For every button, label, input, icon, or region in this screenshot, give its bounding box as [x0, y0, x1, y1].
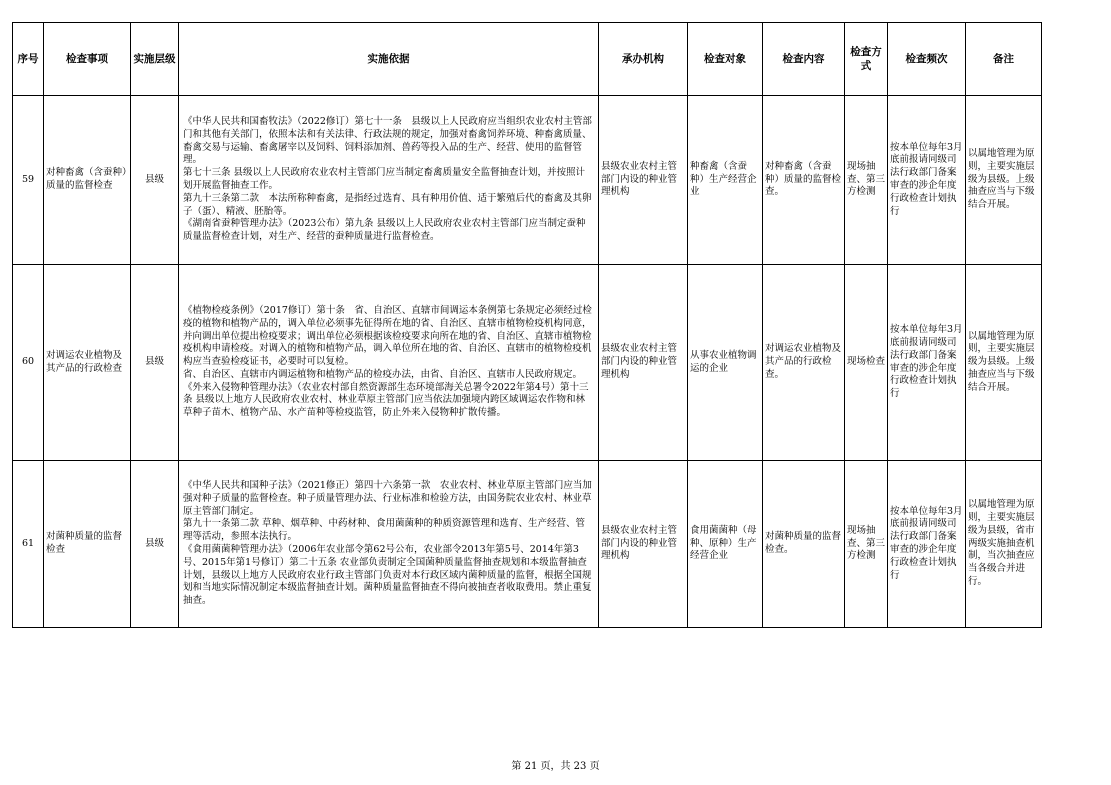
row-freq: 按本单位每年3月底前报请同级司法行政部门备案审查的涉企年度行政检查计划执行	[888, 265, 966, 461]
row-target: 食用菌菌种（母种、原种）生产经营企业	[688, 461, 763, 628]
row-remark: 以属地管理为原则，主要实施层级为县级，省市两级实施抽查机制，当次抽查应当各级合并进行。	[966, 461, 1042, 628]
row-no: 60	[13, 265, 44, 461]
basis-paragraph: 省、自治区、直辖市内调运植物和植物产品的检疫办法，由省、自治区、直辖市人民政府规定。	[183, 368, 583, 380]
header-level: 实施层级	[131, 23, 179, 96]
row-level: 县级	[131, 461, 179, 628]
row-no: 59	[13, 96, 44, 265]
row-item: 对调运农业植物及其产品的行政检查	[44, 265, 131, 461]
row-method: 现场抽查、第三方检测	[845, 96, 888, 265]
basis-paragraph: 第九十三条第二款 本法所称种畜禽，是指经过选育、具有种用价值、适于繁殖后代的畜禽及其卵子（蛋）、精液、胚胎等。	[183, 192, 592, 217]
row-basis	[179, 96, 599, 265]
table-row	[13, 96, 1042, 265]
row-no: 61	[13, 461, 44, 628]
basis-paragraph: 第九十一条第二款 草种、烟草种、中药材种、食用菌菌种的种质资源管理和选育、生产经营、管理等活动，参照本法执行。	[183, 518, 586, 543]
row-target: 种畜禽（含蚕种）生产经营企业	[688, 96, 763, 265]
row-level: 县级	[131, 265, 179, 461]
header-org: 承办机构	[599, 23, 688, 96]
header-no: 序号	[13, 23, 44, 96]
header-content: 检查内容	[763, 23, 845, 96]
row-target: 从事农业植物调运的企业	[688, 265, 763, 461]
header-item: 检查事项	[44, 23, 131, 96]
inspection-table	[12, 22, 1042, 628]
header-method: 检查方式	[845, 23, 888, 96]
header-freq: 检查频次	[888, 23, 966, 96]
row-org: 县级农业农村主管部门内设的种业管理机构	[599, 96, 688, 265]
row-content: 对菌种质量的监督检查。	[763, 461, 845, 628]
row-org: 县级农业农村主管部门内设的种业管理机构	[599, 265, 688, 461]
row-level: 县级	[131, 96, 179, 265]
basis-paragraph: 第七十三条 县级以上人民政府农业农村主管部门应当制定畜禽质量安全监督抽查计划，并按照计划开展监督抽查工作。	[183, 167, 586, 191]
basis-paragraph: 《食用菌菌种管理办法》（2006年农业部令第62号公布，农业部令2013年第5号、2014年第3号、2015年第1号修订）第二十五条 农业部负责制定全国菌种质量监督抽查规划和本级监督抽查计划，县级以上地方人民政府农业行政主管部门负责对本行政区域内菌种质量的监督，根据全国规划和当地实际情况制定本级监督抽查计划。菌种质量监督抽查不得向被抽查者收取费用。禁止重复抽查。	[183, 544, 592, 607]
row-remark: 以属地管理为原则，主要实施层级为县级。上级抽查应当与下级结合开展。	[966, 96, 1042, 265]
row-freq: 按本单位每年3月底前报请同级司法行政部门备案审查的涉企年度行政检查计划执行	[888, 461, 966, 628]
header-basis: 实施依据	[179, 23, 599, 96]
table-row	[13, 461, 1042, 628]
row-freq: 按本单位每年3月底前报请同级司法行政部门备案审查的涉企年度行政检查计划执行	[888, 96, 966, 265]
row-method: 现场抽查、第三方检测	[845, 461, 888, 628]
basis-paragraph: 《中华人民共和国畜牧法》（2022修订）第七十一条 县级以上人民政府应当组织农业农村主管部门和其他有关部门，依照本法和有关法律、行政法规的规定，加强对畜禽饲养环境、种畜禽质量、畜禽交易与运输、畜禽屠宰以及饲料、饲料添加剂、兽药等投入品的生产、经营、使用的监督管理。	[183, 116, 592, 166]
row-content: 对调运农业植物及其产品的行政检查。	[763, 265, 845, 461]
page-number: 第 21 页，共 23 页	[511, 761, 600, 772]
row-item: 对种畜禽（含蚕种）质量的监督检查	[44, 96, 131, 265]
row-content: 对种畜禽（含蚕种）质量的监督检查。	[763, 96, 845, 265]
header-row	[13, 23, 1042, 96]
basis-paragraph: 《植物检疫条例》（2017修订）第十条 省、自治区、直辖市间调运本条例第七条规定必须经过检疫的植物和植物产品的，调入单位必须事先征得所在地的省、自治区、直辖市植物检疫机构同意，并向调出单位提出检疫要求；调出单位必须根据该检疫要求向所在地的省、自治区、直辖市植物检疫机构申请检疫。对调入的植物和植物产品，调入单位所在地的省、自治区、直辖市的植物检疫机构应当查验检疫证书，必要时可以复检。	[183, 304, 592, 368]
header-target: 检查对象	[688, 23, 763, 96]
row-item: 对菌种质量的监督检查	[44, 461, 131, 628]
basis-paragraph: 《中华人民共和国种子法》（2021修正）第四十六条第一款 农业农村、林业草原主管部门应当加强对种子质量的监督检查。种子质量管理办法、行业标准和检验方法，由国务院农业农村、林业草原主管部门制定。	[183, 480, 592, 517]
row-basis	[179, 461, 599, 628]
basis-paragraph: 《湖南省蚕种管理办法》（2023公布）第九条 县级以上人民政府农业农村主管部门应当制定蚕种质量监督检查计划，对生产、经营的蚕种质量进行监督检查。	[183, 218, 586, 243]
header-remark: 备注	[966, 23, 1042, 96]
basis-paragraph: 《外来入侵物种管理办法》（农业农村部自然资源部生态环境部海关总署令2022年第4号）第十三条 县级以上地方人民政府农业农村、林业草原主管部门应当依法加强境内跨区域调运农作物和林草种子苗木、植物产品、水产苗种等检疫监管，防止外来入侵物种扩散传播。	[183, 381, 589, 419]
row-basis	[179, 265, 599, 461]
row-org: 县级农业农村主管部门内设的种业管理机构	[599, 461, 688, 628]
row-remark: 以属地管理为原则，主要实施层级为县级。上级抽查应当与下级结合开展。	[966, 265, 1042, 461]
table-row	[13, 265, 1042, 461]
row-method: 现场检查	[845, 265, 888, 461]
